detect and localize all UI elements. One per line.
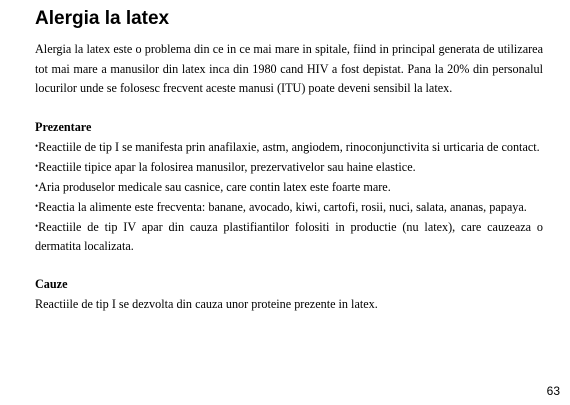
list-item [35,217,543,256]
slide-title: Alergia la latex [35,8,170,29]
list-item-text: Reactiile de tip IV apar din cauza plastifiantilor folositi in productie (nu latex), care cauzeaza o dermatita localizata. [35,220,543,254]
page-number: 63 [546,384,560,398]
bullet-icon: • [35,181,39,192]
intro-paragraph: Alergia la latex este o problema din ce in ce mai mare in spitale, fiind in principal generata de utilizarea tot mai mare a manusilor din latex inca din 1980 cand HIV a fost depistat. Pana la 20% din personalul locurilor unde se folosesc frecvent aceste manusi (ITU) poate deveni sensibil la latex. [35,42,543,96]
section-heading-causes: Cauze [35,277,68,292]
causes-text: Reactiile de tip I se dezvolta din cauza unor proteine prezente in latex. [35,296,378,311]
section-heading-presentation: Prezentare [35,119,92,134]
bullet-icon: • [35,221,39,232]
bullet-icon: • [35,141,39,152]
list-item-text: Aria produselor medicale sau casnice, care contin latex este foarte mare. [38,180,391,195]
slide-content [35,40,543,315]
list-item-text: Reactiile de tip I se manifesta prin anafilaxie, astm, angiodem, rinoconjunctivita si urticaria de contact. [38,140,540,155]
bullet-icon: • [35,161,39,172]
bullet-icon: • [35,201,39,212]
presentation-list [35,137,543,256]
list-item [35,157,543,177]
list-item-text: Reactia la alimente este frecventa: banane, avocado, kiwi, cartofi, rosii, nuci, salata, ananas, papaya. [38,200,527,215]
list-item [35,177,543,197]
list-item [35,197,543,217]
list-item-text: Reactiile tipice apar la folosirea manusilor, prezervativelor sau haine elastice. [38,160,416,175]
list-item [35,137,543,157]
